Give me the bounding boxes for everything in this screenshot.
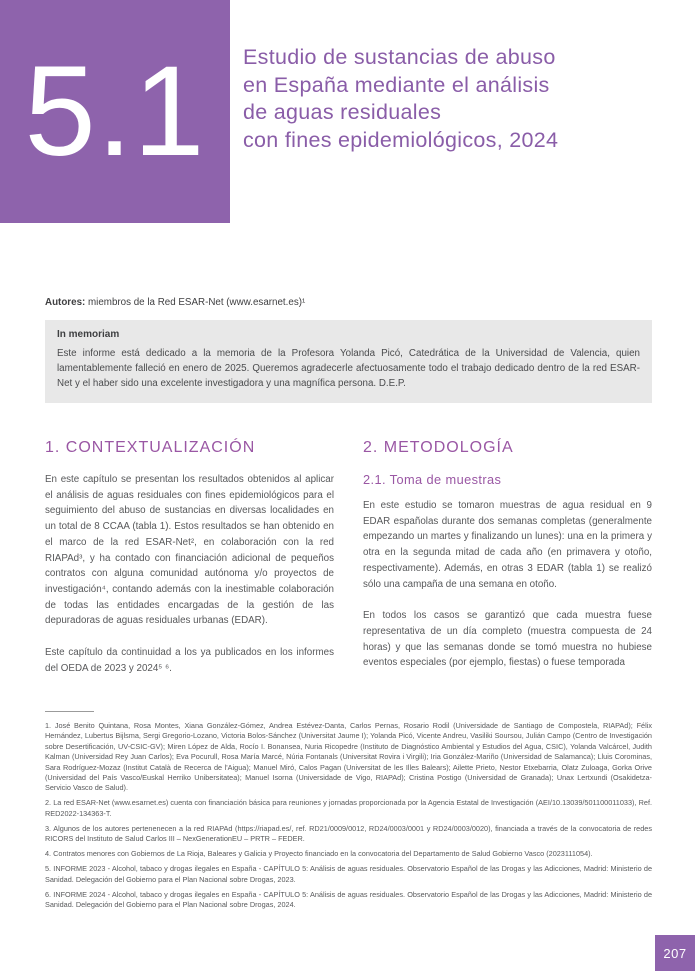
paragraph: En este estudio se tomaron muestras de agua residual en 9 EDAR españolas durante dos semanas completas (generalmente empezando un martes y finalizando un lunes): una en la primera y otra en la segunda mitad de cada año (en primavera y otoño, respectivamente). Además, en otras 3 EDAR (tabla 1) se realizó sólo una campaña de una semana en otoño. xyxy=(363,500,652,590)
subsection-heading-toma-de-muestras: 2.1. Toma de muestras xyxy=(363,472,502,487)
memoriam-box xyxy=(45,320,652,403)
page-number: 207 xyxy=(663,945,687,961)
authors-text: miembros de la Red ESAR-Net (www.esarnet.es)¹ xyxy=(85,297,306,308)
footnote-3: 3. Algunos de los autores pertenenecen a la red RIAPAd (https://riapad.es/, ref. RD21/0009/0012, RD24/0003/0001 y RD24/0003/0020), financiada a través de la convocatoria de redes RICORS del Instituto de Salud Carlos III – NexGenerationEU – PRTR – FEDER. xyxy=(45,823,652,844)
footnote-5: 5. INFORME 2023 - Alcohol, tabaco y drogas ilegales en España - CAPÍTULO 5: Análisis de aguas residuales. Observatorio Español de las Drogas y las Adicciones, Madrid: Ministerio de Sanidad. Delegación del Gobierno para el Plan Nacional sobre Drogas, 2023. xyxy=(45,864,652,884)
page-title-line: Estudio de sustancias de abuso xyxy=(243,45,556,69)
chapter-number: 5.1 xyxy=(24,39,206,183)
footnote-separator xyxy=(45,711,94,712)
footnote-1: 1. José Benito Quintana, Rosa Montes, Xiana González-Gómez, Andrea Estévez-Danta, Carlos Pernas, Rosario Rodil (Universidade de Santiago de Compostela, RIAPAd); Félix Hernández, Lubertus Bijlsma, Sergi Gregorio-Lozano, Victoria Bolos-Sánchez (Universitat Jaume I); Yolanda Picó, Vicente Andreu, Vasiliki Soursou, Julián Campo (Centro de Investigación sobre Desertificación, UV-CSIC-GV); Miren López de Alda, Rocío I. Bonansea, Nuria Ricopedre (Instituto de Diagnóstico Ambiental y Estudios del Agua, CSIC), Yolanda Valcárcel, Judith Kalman (Universidad Rey Juan Carlos); Eva Pocurull, Rosa María Marcé, Núria Fontanals (Universitat Rovira i Virgili); Iria González-Mariño (Universidad de Salamanca); Lluis Corominas, Sara Rodríguez-Mozaz (Institut Català de Recerca de l'Aigua); Manuel Miró, Calos Pagan (Universitat de les Illes Balears); Ailette Prieto, Nestor Etxebarria, Olatz Zuloaga, Gorka Orive (Universidad del País Vasco/Euskal Herriko Unibersitatea); Manuel Isorna (Universidade de Vigo, RIAPAd); Cristina Postigo (Universidad de Granada); Unax Lertxundi (Osakidetza-Servicio Vasco de Salud). xyxy=(45,721,652,793)
page-title-line: en España mediante el análisis xyxy=(243,72,550,97)
memoriam-title: In memoriam xyxy=(57,329,120,340)
footnote-4: 4. Contratos menores con Gobiernos de La Rioja, Baleares y Galicia y Proyecto financiado en la convocatoria del Departamento de Salud Gobierno Vasco (2023111054). xyxy=(45,849,593,859)
chapter-number-block xyxy=(0,0,230,223)
section-heading-contextualizacion: 1. CONTEXTUALIZACIÓN xyxy=(45,439,256,456)
authors-line xyxy=(45,297,652,308)
page-title-line: de aguas residuales xyxy=(243,100,442,124)
page-number-badge xyxy=(655,935,695,971)
paragraph: Este capítulo da continuidad a los ya publicados en los informes del OEDA de 2023 y 2024⁵ ⁶. xyxy=(45,647,334,674)
page-title-line: con fines epidemiológicos, 2024 xyxy=(243,127,559,152)
footnote-6: 6. INFORME 2024 - Alcohol, tabaco y drogas ilegales en España - CAPÍTULO 5: Análisis de aguas residuales. Observatorio Español de las Drogas y las Adicciones, Madrid: Ministerio de Sanidad. Delegación del Gobierno para el Plan Nacional sobre Drogas, 2024. xyxy=(45,889,652,910)
page-title xyxy=(243,44,558,154)
authors-label: Autores: xyxy=(45,297,86,308)
column-contextualizacion xyxy=(45,438,334,692)
paragraph: En este capítulo se presentan los resultados obtenidos al aplicar el análisis de aguas residuales con fines epidemiológicos para el seguimiento del abuso de sustancias en diversas localidades en un total de 8 CCAA (tabla 1). Estos resultados se han obtenido en el marco de la red ESAR-Net², en colaboración con la red RIAPAd³, y ha contado con financiación adicional de pequeños contratos con alguna comunidad autónoma y/o proyectos de investigación⁴, contando además con la inestimable colaboración de todas las entidades encargadas de la gestión de las depuradoras de aguas residuales urbanas (EDAR). xyxy=(45,474,334,627)
footnote-2: 2. La red ESAR-Net (www.esarnet.es) cuenta con financiación básica para reuniones y jornadas proporcionada por la Agencia Estatal de Investigación (AEI/10.13039/501100011033), Ref. RED2022-134363-T. xyxy=(45,798,652,818)
memoriam-body: Este informe está dedicado a la memoria de la Profesora Yolanda Picó, Catedrática de la Universidad de Valencia, quien lamentablemente falleció en enero de 2025. Queremos agradecerle afectuosamente todo el trabajo dedicado dentro de la red ESAR-Net y el haber sido una excelente investigadora y una magnífica persona. D.E.P. xyxy=(57,348,640,390)
column-metodologia xyxy=(363,438,652,687)
paragraph: En todos los casos se garantizó que cada muestra fuese representativa de un día completo (muestra compuesta de 24 horas) y que las semanas donde se tomó muestra no hubiese eventos especiales (por ejemplo, fiestas) o fuese temporada xyxy=(363,610,652,669)
section-heading-metodologia: 2. METODOLOGÍA xyxy=(363,439,514,456)
footnotes-section xyxy=(45,711,652,915)
